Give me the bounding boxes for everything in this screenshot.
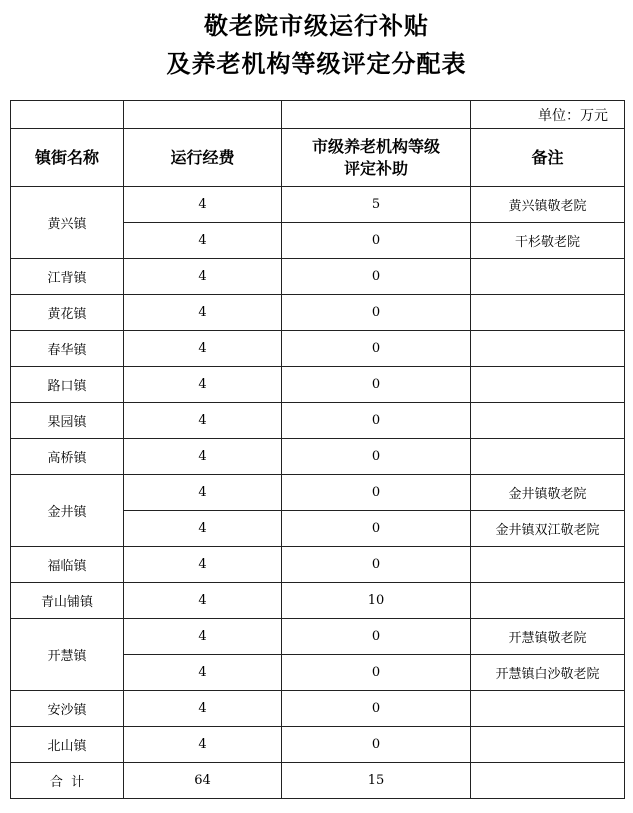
- funding-cell: 4: [124, 475, 282, 511]
- subsidy-cell: 0: [282, 619, 471, 655]
- unit-label: 单位：万元: [471, 101, 625, 129]
- unit-row: [11, 101, 625, 129]
- note-cell: [471, 583, 625, 619]
- table-row: [11, 187, 625, 223]
- funding-cell: 4: [124, 223, 282, 259]
- total-funding-cell: 64: [124, 763, 282, 799]
- subsidy-cell: 0: [282, 331, 471, 367]
- table-row: [11, 727, 625, 763]
- allocation-table: [10, 100, 625, 799]
- funding-cell: 4: [124, 331, 282, 367]
- table-row: [11, 403, 625, 439]
- town-name-cell: 开慧镇: [11, 619, 124, 691]
- header-subsidy: 市级养老机构等级 评定补助: [282, 129, 471, 187]
- town-name-cell: 金井镇: [11, 475, 124, 547]
- subsidy-cell: 0: [282, 223, 471, 259]
- table-row: [11, 691, 625, 727]
- header-note: 备注: [471, 129, 625, 187]
- funding-cell: 4: [124, 619, 282, 655]
- town-name-cell: 安沙镇: [11, 691, 124, 727]
- town-name-cell: 春华镇: [11, 331, 124, 367]
- funding-cell: 4: [124, 367, 282, 403]
- table-row: [11, 475, 625, 511]
- funding-cell: 4: [124, 547, 282, 583]
- table-row: [11, 619, 625, 655]
- note-cell: [471, 691, 625, 727]
- blank-cell: [11, 101, 124, 129]
- subsidy-cell: 0: [282, 475, 471, 511]
- town-name-cell: 北山镇: [11, 727, 124, 763]
- subsidy-cell: 10: [282, 583, 471, 619]
- total-subsidy-cell: 15: [282, 763, 471, 799]
- subsidy-cell: 0: [282, 295, 471, 331]
- note-cell: [471, 403, 625, 439]
- table-body: [11, 101, 625, 799]
- table-row: [11, 439, 625, 475]
- subsidy-cell: 0: [282, 547, 471, 583]
- note-cell: 开慧镇白沙敬老院: [471, 655, 625, 691]
- blank-cell: [124, 101, 282, 129]
- title-line-1: 敬老院市级运行补贴: [204, 12, 429, 40]
- funding-cell: 4: [124, 403, 282, 439]
- subsidy-cell: 0: [282, 367, 471, 403]
- subsidy-cell: 0: [282, 691, 471, 727]
- town-name-cell: 青山铺镇: [11, 583, 124, 619]
- header-town: 镇街名称: [11, 129, 124, 187]
- note-cell: 金井镇双江敬老院: [471, 511, 625, 547]
- subsidy-cell: 0: [282, 403, 471, 439]
- subsidy-cell: 0: [282, 511, 471, 547]
- funding-cell: 4: [124, 439, 282, 475]
- funding-cell: 4: [124, 691, 282, 727]
- note-cell: [471, 547, 625, 583]
- funding-cell: 4: [124, 655, 282, 691]
- town-name-cell: 果园镇: [11, 403, 124, 439]
- subsidy-cell: 0: [282, 655, 471, 691]
- table-row: [11, 583, 625, 619]
- town-name-cell: 高桥镇: [11, 439, 124, 475]
- funding-cell: 4: [124, 259, 282, 295]
- total-row: [11, 763, 625, 799]
- blank-cell: [282, 101, 471, 129]
- note-cell: 黄兴镇敬老院: [471, 187, 625, 223]
- title-line-2: 及养老机构等级评定分配表: [166, 50, 467, 78]
- note-cell: 干杉敬老院: [471, 223, 625, 259]
- funding-cell: 4: [124, 187, 282, 223]
- subsidy-cell: 0: [282, 727, 471, 763]
- town-name-cell: 路口镇: [11, 367, 124, 403]
- town-name-cell: 江背镇: [11, 259, 124, 295]
- total-label-cell: 合 计: [11, 763, 124, 799]
- town-name-cell: 黄兴镇: [11, 187, 124, 259]
- table-row: [11, 295, 625, 331]
- funding-cell: 4: [124, 727, 282, 763]
- funding-cell: 4: [124, 511, 282, 547]
- subsidy-cell: 0: [282, 259, 471, 295]
- table-row: [11, 331, 625, 367]
- subsidy-cell: 5: [282, 187, 471, 223]
- note-cell: 金井镇敬老院: [471, 475, 625, 511]
- header-funding: 运行经费: [124, 129, 282, 187]
- note-cell: [471, 367, 625, 403]
- table-row: [11, 259, 625, 295]
- note-cell: 开慧镇敬老院: [471, 619, 625, 655]
- funding-cell: 4: [124, 583, 282, 619]
- town-name-cell: 福临镇: [11, 547, 124, 583]
- funding-cell: 4: [124, 295, 282, 331]
- town-name-cell: 黄花镇: [11, 295, 124, 331]
- table-row: [11, 547, 625, 583]
- note-cell: [471, 439, 625, 475]
- header-row: [11, 129, 625, 187]
- note-cell: [471, 259, 625, 295]
- subsidy-cell: 0: [282, 439, 471, 475]
- note-cell: [471, 295, 625, 331]
- table-row: [11, 367, 625, 403]
- total-note-cell: [471, 763, 625, 799]
- note-cell: [471, 727, 625, 763]
- note-cell: [471, 331, 625, 367]
